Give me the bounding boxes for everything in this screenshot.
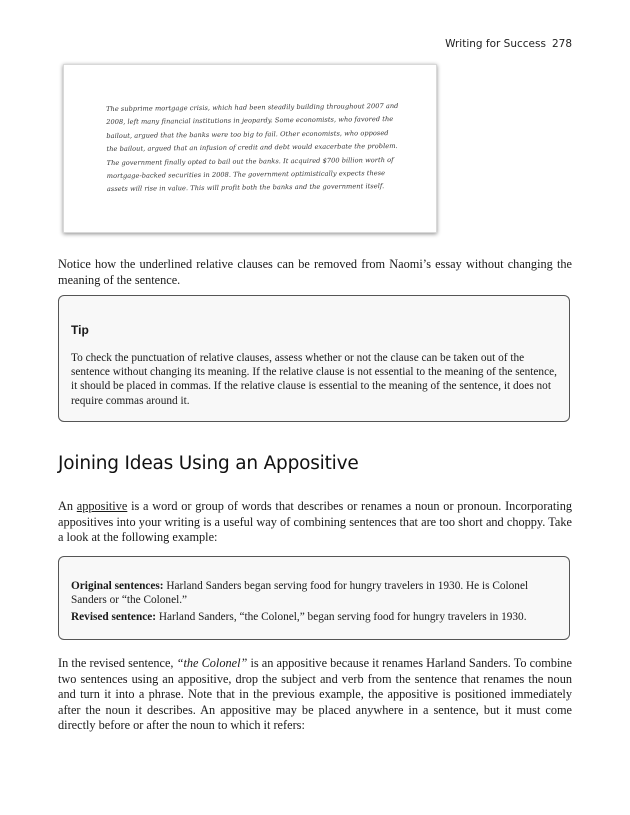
paragraph-text: In the revised sentence,	[58, 656, 177, 670]
original-text: Harland Sanders began serving food for hungry travelers in 1930. He is Colonel Sanders or “the Colonel.”	[71, 580, 529, 607]
paragraph-text: is an appositive because it renames Harland Sanders. To combine two sentences using an appositive, drop the subject and verb from the sentence that renames the noun and turn it into a phrase. Note that in the previous example, the appositive is positioned immediately after the noun it describes. An appositive may be placed anywhere in a sentence, but it must come directly before or after the noun to which it refers:	[58, 656, 573, 733]
tip-body: To check the punctuation of relative clauses, assess whether or not the clause can be taken out of the sentence without changing its meaning. If the relative clause is not essential to the meaning of the sentence, it should be placed in commas. If the relative clause is essential to the meaning of the sentence, it does not require commas around it.	[71, 352, 557, 407]
tip-title: Tip	[71, 323, 89, 337]
tip-callout	[58, 295, 570, 422]
revised-label: Revised sentence:	[71, 611, 157, 623]
page-number: 278	[551, 38, 572, 50]
running-header	[445, 38, 572, 50]
section-heading: Joining Ideas Using an Appositive	[58, 453, 359, 474]
example-callout	[58, 556, 570, 640]
glossary-term-link[interactable]: appositive	[76, 499, 128, 513]
running-title: Writing for Success	[445, 38, 546, 50]
paragraph-text: is a word or group of words that describes or renames a noun or pronoun. Incorporating appositives into your writing is a useful way of combining sentences that are too short and choppy. Take a look at the following example:	[58, 499, 572, 545]
paragraph-text: An	[58, 499, 77, 513]
handwritten-excerpt-text: The subprime mortgage crisis, which had been steadily building throughout 2007 and 2008, left many financial institutions in jeopardy. Some economists, who favored the bailout, argued that the banks were too big to fail. Other economists, who opposed the bailout, argued that an infusion of credit and debt would exacerbate the problem. The government finally opted to bail out the banks. It acquired $700 billion worth of mortgage-backed securities in 2008. The government optimistically expects these assets will rise in value. This will profit both the banks and the government itself.	[106, 101, 399, 194]
revised-text: Harland Sanders, “the Colonel,” began serving food for hungry travelers in 1930.	[156, 611, 527, 623]
original-label: Original sentences:	[71, 580, 164, 592]
original-sentences	[71, 579, 559, 607]
paragraph-revised-explanation	[58, 656, 572, 734]
emphasized-appositive: “the Colonel”	[176, 656, 248, 670]
paragraph-appositive-definition	[58, 499, 572, 546]
revised-sentence	[71, 610, 559, 624]
handwritten-excerpt-image	[63, 64, 437, 233]
paragraph-relative-clauses: Notice how the underlined relative clauses can be removed from Naomi’s essay without changing the meaning of the sentence.	[58, 257, 572, 287]
